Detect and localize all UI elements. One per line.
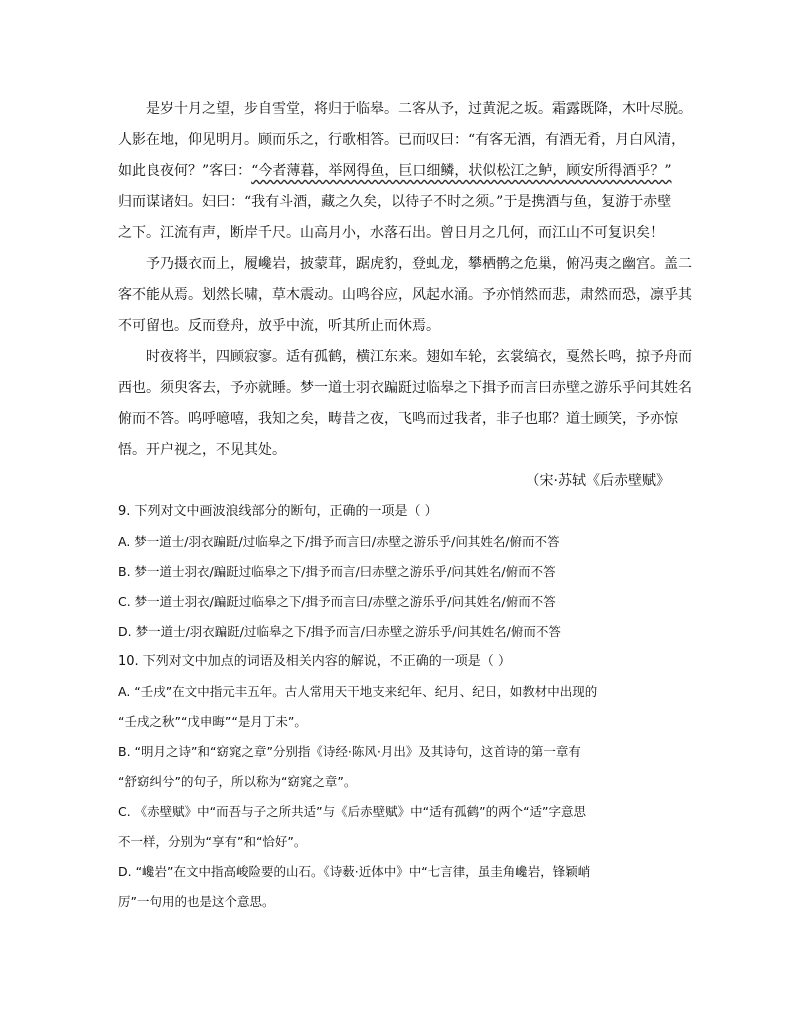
question-10-stem: 10. 下列对文中加点的词语及相关内容的解说，不正确的一项是（ ） xyxy=(118,654,511,669)
text-line: 人影在地，仰见明月。顾而乐之，行歌相答。已而叹曰：“有客无酒，有酒无肴，月白风清， xyxy=(118,132,686,148)
text-line: 是岁十月之望，步自雪堂，将归于临皋。二客从予，过黄泥之坂。霜露既降，木叶尽脱。 xyxy=(146,101,692,117)
option-line: C. 《赤壁赋》中“而吾与子之所共适”与《后赤壁赋》中“适有孤鹤”的两个“适”字意思 xyxy=(118,804,587,819)
passage-paragraph-1 xyxy=(118,94,692,249)
document-content xyxy=(118,94,692,917)
option-line: “壬戌之秋”“戊申晦”“是月丁未”。 xyxy=(118,714,307,729)
question-9-option-b: B. 梦一道士羽衣/蹁跹过临皋之下/揖予而言/曰赤壁之游乐乎/问其姓名/俯而不答 xyxy=(118,564,556,579)
question-9-option-d: D. 梦一道士/羽衣蹁跹/过临皋之下/揖予而言/曰赤壁之游乐乎/问其姓名/俯而不答 xyxy=(118,624,561,639)
text-line: 客不能从焉。划然长啸，草木震动。山鸣谷应，风起水涌。予亦悄然而悲，肃然而恐，凛乎其 xyxy=(118,287,692,303)
question-9-option-c: C. 梦一道士羽衣/蹁跹过临皋之下/揖予而言曰/赤壁之游乐乎/问其姓名/俯而不答 xyxy=(118,594,556,609)
text-line: 之下。江流有声，断岸千尺。山高月小，水落石出。曾日月之几何，而江山不可复识矣！ xyxy=(118,225,664,241)
option-line: D. “巉岩”在文中指高峻险要的山石。《诗薮·近体中》中“七言律，虽圭角巉岩，锋颖峭 xyxy=(118,864,591,879)
question-10-option-a xyxy=(118,677,678,737)
option-line: B. “明月之诗”和“窈窕之章”分别指《诗经·陈风·月出》及其诗句，这首诗的第一章有 xyxy=(118,744,581,759)
option-line: A. “壬戌”在文中指元丰五年。古人常用天干地支来纪年、纪月、纪日，如教材中出现的 xyxy=(118,684,598,699)
passage-paragraph-2 xyxy=(118,249,692,342)
text-segment: 如此良夜何？”客曰： xyxy=(118,163,252,179)
option-line: 不一样，分别为“享有”和“恰好”。 xyxy=(118,834,307,849)
text-line: 西也。须臾客去，予亦就睡。梦一道士羽衣蹁跹过临皋之下揖予而言曰赤壁之游乐乎问其姓名 xyxy=(118,380,692,396)
text-line: 悟。开户视之，不见其处。 xyxy=(118,442,286,458)
text-line: 归而谋诸妇。妇曰：“我有斗酒，藏之久矣，以待子不时之须。”于是携酒与鱼，复游于赤壁 xyxy=(118,194,672,210)
question-9-stem: 9. 下列对文中画波浪线部分的断句，正确的一项是（ ） xyxy=(118,504,438,519)
text-line xyxy=(118,156,678,187)
question-10-option-d xyxy=(118,857,678,917)
passage-paragraph-3 xyxy=(118,342,692,466)
underlined-quote: “今者薄暮，举网得鱼，巨口细鳞，状似松江之鲈，顾安所得酒乎？” xyxy=(251,163,672,179)
question-9-option-a: A. 梦一道士/羽衣蹁跹/过临皋之下/揖予而言曰/赤壁之游乐乎/问其姓名/俯而不答 xyxy=(118,534,560,549)
question-10-option-c xyxy=(118,797,678,857)
text-line: 时夜将半，四顾寂寥。适有孤鹤，横江东来。翅如车轮，玄裳缟衣，戛然长鸣，掠予舟而 xyxy=(146,349,692,365)
text-line: 俯而不答。呜呼噫嘻，我知之矣，畴昔之夜，飞鸣而过我者，非子也耶？道士顾笑，予亦惊 xyxy=(118,411,678,427)
text-line: 不可留也。反而登舟，放乎中流，听其所止而休焉。 xyxy=(118,318,440,334)
question-10-option-b xyxy=(118,737,678,797)
option-line: “舒窈纠兮”的句子，所以称为“窈窕之章”。 xyxy=(118,774,357,789)
passage-source: （宋·苏轼《后赤壁赋》 xyxy=(525,473,670,489)
text-line: 予乃摄衣而上，履巉岩，披蒙茸，踞虎豹，登虬龙，攀栖鹘之危巢，俯冯夷之幽宫。盖二 xyxy=(146,256,692,272)
option-line: 厉”一句用的也是这个意思。 xyxy=(118,894,275,909)
